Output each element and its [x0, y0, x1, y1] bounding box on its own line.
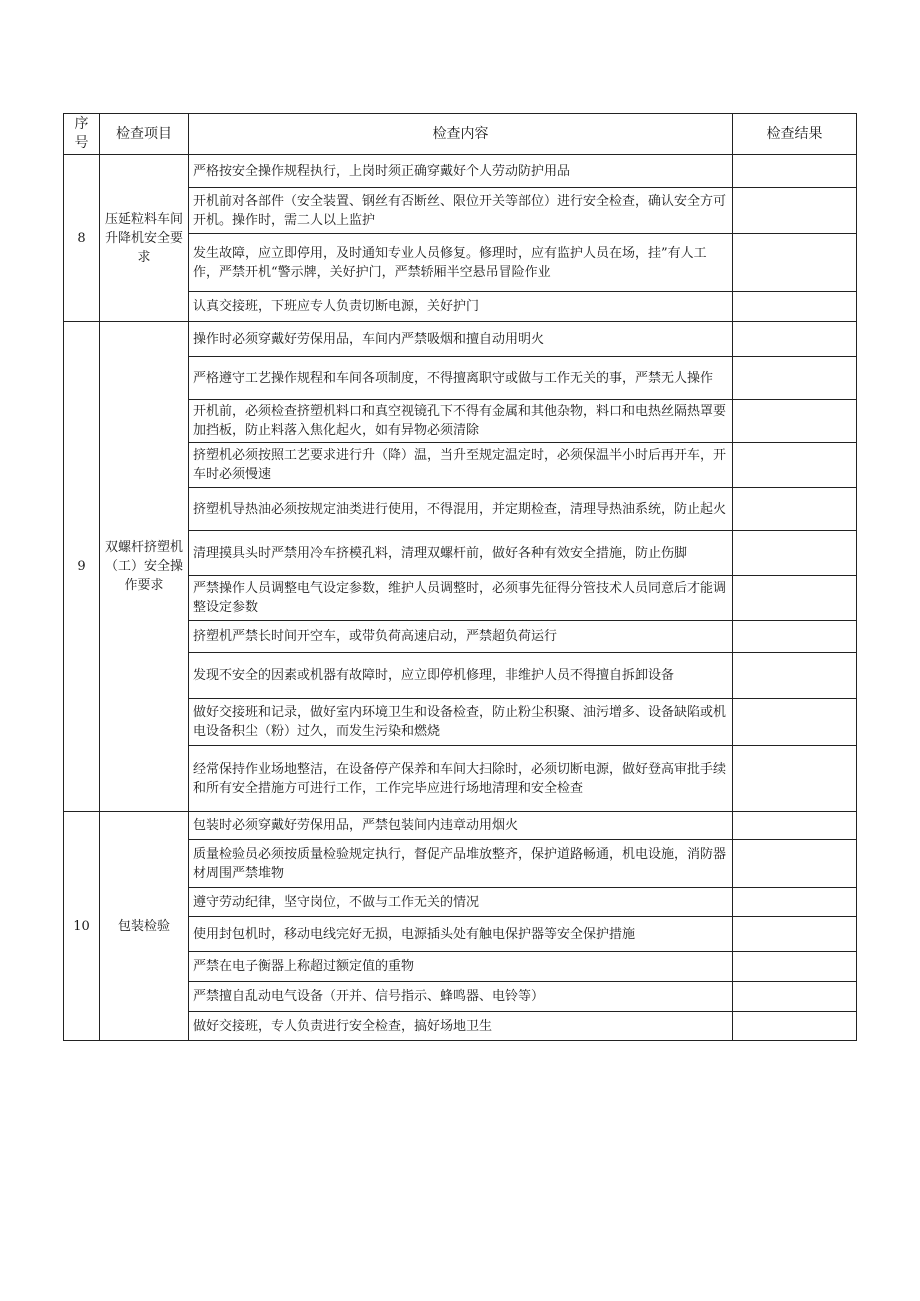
check-result-cell[interactable]	[733, 488, 857, 531]
check-content: 开机前对各部件（安全装置、钢丝有否断丝、限位开关等部位）进行安全检查，确认安全方可开机。操作时，需二人以上监护	[189, 188, 733, 234]
check-result-cell[interactable]	[733, 653, 857, 699]
check-result-cell[interactable]	[733, 322, 857, 357]
check-content: 严禁擅自乱动电气设备（开并、信号指示、蜂鸣器、电铃等）	[189, 982, 733, 1012]
check-content: 遵守劳动纪律，坚守岗位，不做与工作无关的情况	[189, 888, 733, 917]
check-content: 包装时必须穿戴好劳保用品，严禁包装间内违章动用烟火	[189, 812, 733, 840]
check-content: 挤塑机导热油必须按规定油类进行使用，不得混用，并定期检查，清理导热油系统，防止起火	[189, 488, 733, 531]
check-content: 严格遵守工艺操作规程和车间各项制度，不得擅离职守或做与工作无关的事，严禁无人操作	[189, 357, 733, 400]
check-content: 使用封包机时，移动电线完好无损，电源插头处有触电保护器等安全保护措施	[189, 917, 733, 952]
table-row	[64, 812, 857, 840]
check-result-cell[interactable]	[733, 188, 857, 234]
section-item: 包装检验	[100, 812, 189, 1041]
check-result-cell[interactable]	[733, 982, 857, 1012]
header-no: 序号	[64, 114, 100, 155]
safety-checklist-table	[63, 113, 857, 1041]
check-result-cell[interactable]	[733, 443, 857, 488]
section-number: 9	[64, 322, 100, 812]
check-result-cell[interactable]	[733, 952, 857, 982]
check-content: 操作时必须穿戴好劳保用品，车间内严禁吸烟和擅自动用明火	[189, 322, 733, 357]
check-result-cell[interactable]	[733, 746, 857, 812]
check-content: 清理摸具头时严禁用冷车挤模孔料，清理双螺杆前，做好各种有效安全措施，防止伤脚	[189, 531, 733, 576]
check-content: 挤塑机必须按照工艺要求进行升（降）温，当升至规定温定时，必须保温半小时后再开车，开车时必须慢速	[189, 443, 733, 488]
check-result-cell[interactable]	[733, 840, 857, 888]
table-row	[64, 322, 857, 357]
check-content: 发现不安全的因素或机器有故障时，应立即停机修理，非维护人员不得擅自拆卸设备	[189, 653, 733, 699]
check-result-cell[interactable]	[733, 888, 857, 917]
check-result-cell[interactable]	[733, 155, 857, 188]
check-result-cell[interactable]	[733, 699, 857, 746]
check-content: 挤塑机严禁长时间开空车，或带负荷高速启动，严禁超负荷运行	[189, 621, 733, 653]
check-content: 质量检验员必须按质量检验规定执行，督促产品堆放整齐，保护道路畅通，机电设施，消防器材周围严禁堆物	[189, 840, 733, 888]
header-row	[64, 114, 857, 155]
check-result-cell[interactable]	[733, 357, 857, 400]
header-content: 检查内容	[189, 114, 733, 155]
check-content: 经常保持作业场地整洁，在设备停产保养和车间大扫除时，必须切断电源，做好登高审批手续和所有安全措施方可进行工作，工作完毕应进行场地清理和安全检查	[189, 746, 733, 812]
section-number: 10	[64, 812, 100, 1041]
check-result-cell[interactable]	[733, 576, 857, 621]
check-result-cell[interactable]	[733, 1012, 857, 1041]
check-result-cell[interactable]	[733, 400, 857, 443]
check-result-cell[interactable]	[733, 917, 857, 952]
check-result-cell[interactable]	[733, 812, 857, 840]
check-content: 认真交接班，下班应专人负责切断电源，关好护门	[189, 292, 733, 322]
check-content: 严格按安全操作规程执行，上岗时须正确穿戴好个人劳动防护用品	[189, 155, 733, 188]
check-content: 做好交接班和记录，做好室内环境卫生和设备检查，防止粉尘积聚、油污增多、设备缺陷或机电设备积尘（粉）过久，而发生污染和燃烧	[189, 699, 733, 746]
check-content: 发生故障，应立即停用，及时通知专业人员修复。修理时，应有监护人员在场，挂”有人工作，严禁开机“警示牌，关好护门，严禁轿厢半空悬吊冒险作业	[189, 234, 733, 292]
check-content: 做好交接班，专人负责进行安全检查，搞好场地卫生	[189, 1012, 733, 1041]
section-item: 双螺杆挤塑机（工）安全操作要求	[100, 322, 189, 812]
header-result: 检查结果	[733, 114, 857, 155]
check-content: 严禁操作人员调整电气设定参数，维护人员调整时，必须事先征得分管技术人员同意后才能调整设定参数	[189, 576, 733, 621]
header-item: 检查项目	[100, 114, 189, 155]
check-result-cell[interactable]	[733, 621, 857, 653]
section-item: 压延粒料车间升降机安全要求	[100, 155, 189, 322]
check-result-cell[interactable]	[733, 531, 857, 576]
check-content: 开机前，必须检查挤塑机料口和真空视镜孔下不得有金属和其他杂物，料口和电热丝隔热罩要加挡板，防止料落入焦化起火，如有异物必须清除	[189, 400, 733, 443]
check-result-cell[interactable]	[733, 292, 857, 322]
check-content: 严禁在电子衡器上称超过额定值的重物	[189, 952, 733, 982]
table-row	[64, 155, 857, 188]
check-result-cell[interactable]	[733, 234, 857, 292]
section-number: 8	[64, 155, 100, 322]
